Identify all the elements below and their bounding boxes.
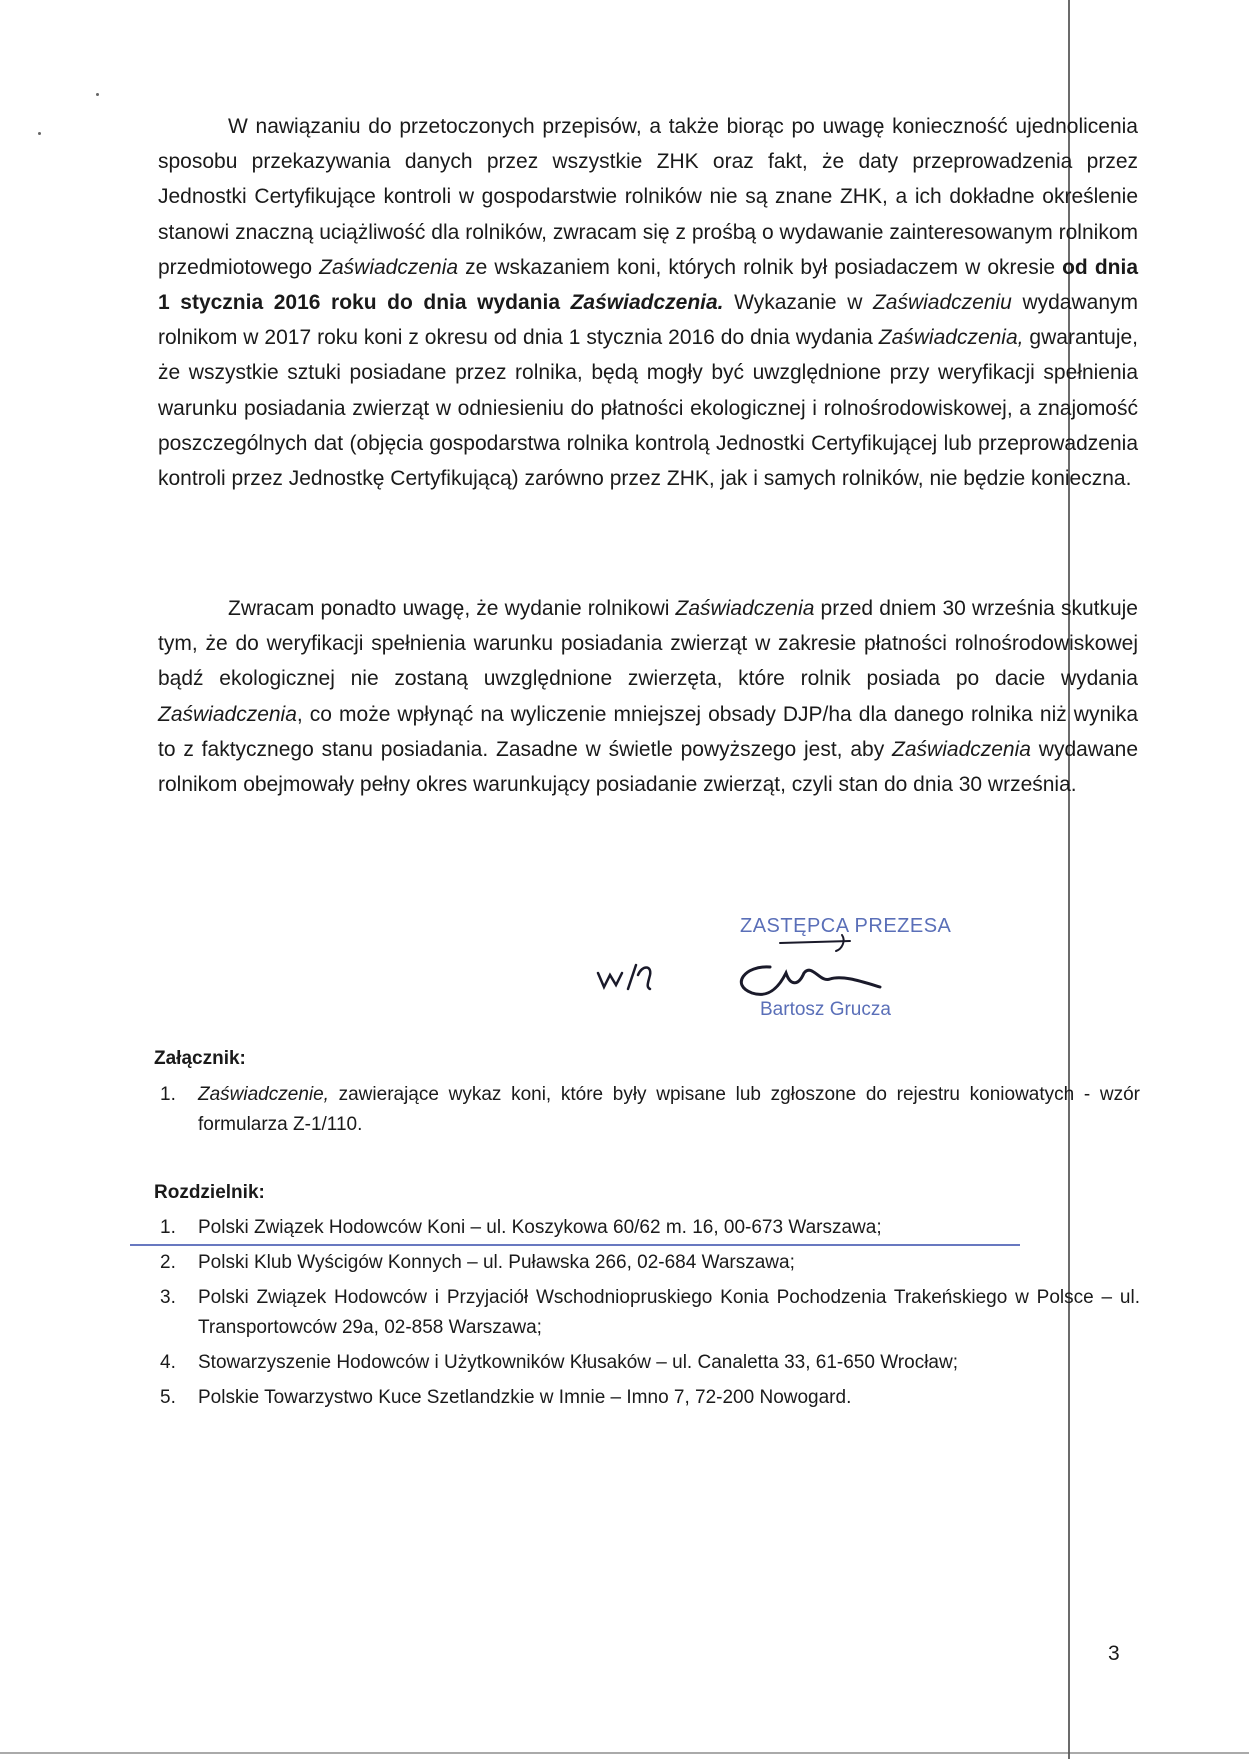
text-run: przed dniem 30 września skutkuje tym, że do weryfikacji spełnienia warunku posiadania zwierząt w zakresie płatności rolnośrodowiskowej bądź ekologicznej nie zostaną uwzględnione zwierzęta, które rolnik posiada po dacie wydania: [158, 597, 1138, 691]
italic-term: Zaświadczenia,: [878, 326, 1024, 350]
list-item: [160, 1383, 1140, 1413]
list-item: [160, 1248, 1140, 1278]
text-run: wydawanym rolnikom w 2017 roku koni z okresu od dnia 1 stycznia 2016 do dnia wydania: [158, 291, 1138, 350]
scan-speck: [96, 93, 99, 96]
italic-term: Zaświadczenie,: [198, 1084, 329, 1105]
body-paragraph-1: [158, 109, 1138, 496]
list-item: [160, 1080, 1140, 1140]
list-number: 5.: [160, 1387, 176, 1408]
signature-block: [580, 915, 1000, 1035]
text-run: ze wskazaniem koni, których rolnik był posiadaczem w okresie: [458, 255, 1063, 279]
body-paragraph-2: [158, 591, 1138, 802]
text-run: Wykazanie w: [723, 291, 873, 315]
list-text: Polski Związek Hodowców Koni – ul. Koszykowa 60/62 m. 16, 00-673 Warszawa;: [198, 1217, 882, 1238]
bold-italic-term: Zaświadczenia.: [570, 291, 724, 315]
scan-artifact-horizontal-line: [0, 1752, 1249, 1754]
text-run: , co może wpłynąć na wyliczenie mniejszej obsady DJP/ha dla danego rolnika niż wynika to z faktycznego stanu posiadania. Zasadne w świetle powyższego jest, aby: [158, 702, 1138, 761]
list-item: [160, 1283, 1140, 1343]
list-number: 3.: [160, 1287, 176, 1308]
list-text: Stowarzyszenie Hodowców i Użytkowników Kłusaków – ul. Canaletta 33, 61-650 Wrocław;: [198, 1352, 958, 1373]
list-text: Polski Klub Wyścigów Konnych – ul. Puławska 266, 02-684 Warszawa;: [198, 1252, 795, 1273]
italic-term: Zaświadczenia: [675, 597, 815, 620]
italic-term: Zaświadczenia: [319, 255, 459, 279]
list-item: [160, 1213, 1140, 1243]
attachments-heading: Załącznik:: [154, 1048, 246, 1069]
list-text: Polskie Towarzystwo Kuce Szetlandzkie w Imnie – Imno 7, 72-200 Nowogard.: [198, 1387, 852, 1408]
list-number: 4.: [160, 1352, 176, 1373]
bold-period: od dnia 1 stycznia 2016 roku do dnia wydania: [158, 255, 1138, 315]
list-text: Polski Związek Hodowców i Przyjaciół Wschodniopruskiego Konia Pochodzenia Trakeńskiego w Polsce – ul. Transportowców 29a, 02-858 Warszawa;: [198, 1287, 1140, 1338]
list-number: 1.: [160, 1217, 176, 1238]
pen-underline: [130, 1244, 1020, 1246]
page-number: 3: [1108, 1642, 1120, 1665]
attachments-list: [160, 1080, 1140, 1145]
text-run: wydawane rolnikom obejmowały pełny okres warunkujący posiadanie zwierząt, czyli stan do dnia 30 września.: [158, 737, 1139, 797]
distribution-heading: Rozdzielnik:: [154, 1182, 265, 1203]
italic-term: Zaświadczeniu: [872, 291, 1012, 315]
list-number: 1.: [160, 1084, 176, 1105]
stamp-title: ZASTĘPCA PREZESA: [740, 915, 952, 937]
italic-term: Zaświadczenia: [892, 737, 1031, 761]
italic-term: Zaświadczenia: [158, 702, 297, 726]
text-run: gwarantuje, że wszystkie sztuki posiadane przez rolnika, będą mogły być uwzględnione przy weryfikacji spełnienia warunku posiadania zwierząt w odniesieniu do płatności ekologicznej i rolnośrodowiskowej, a znajomość poszczególnych dat (objęcia gospodarstwa rolnika kontrolą Jednostki Certyfikującej lub przeprowadzenia kontroli przez Jednostkę Certyfikującą) zarówno przez ZHK, jak i samych rolników, nie będzie konieczna.: [158, 326, 1138, 491]
text-run: W nawiązaniu do przetoczonych przepisów, a także biorąc po uwagę konieczność ujednolicenia sposobu przekazywania danych przez wszystkie ZHK oraz fakt, że daty przeprowadzenia przez Jednostki Certyfikujące kontroli w gospodarstwie rolników nie są znane ZHK, a ich dokładne określenie stanowi znaczną uciążliwość dla rolników, zwracam się z prośbą o wydawanie zainteresowanym rolnikom przedmiotowego: [158, 115, 1138, 279]
scan-speck: [38, 132, 41, 135]
stamp-name: Bartosz Grucza: [760, 999, 891, 1020]
list-text: zawierające wykaz koni, które były wpisane lub zgłoszone do rejestru koniowatych - wzór formularza Z-1/110.: [198, 1084, 1140, 1135]
text-run: Zwracam ponadto uwagę, że wydanie rolnikowi: [228, 597, 676, 620]
list-item: [160, 1348, 1140, 1378]
list-number: 2.: [160, 1252, 176, 1273]
